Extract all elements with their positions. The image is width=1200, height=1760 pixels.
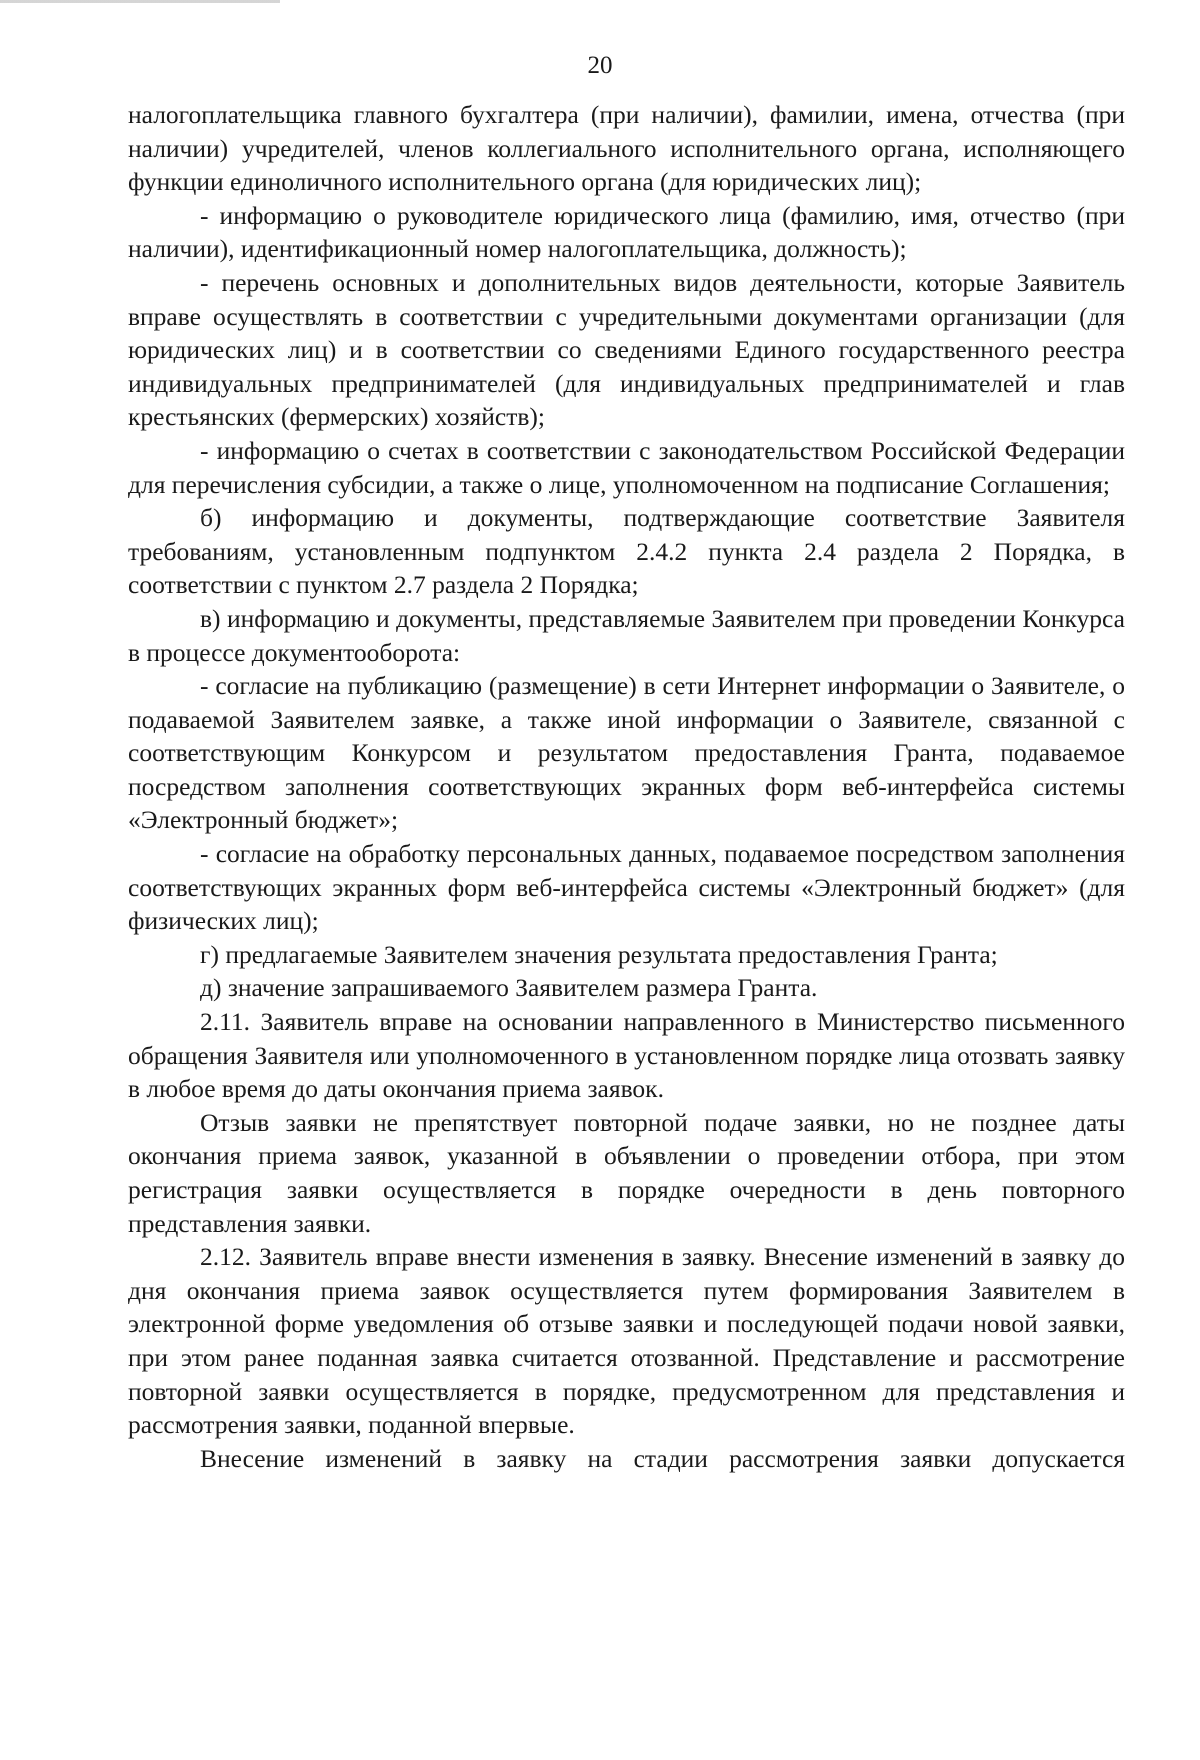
- paragraph-section-2-11: 2.11. Заявитель вправе на основании направленного в Министерство письменного обращения Заявителя или уполномоченного в установленном порядке лица отозвать заявку в любое время до даты окончания приема заявок.: [128, 1007, 1125, 1104]
- paragraph-12: Отзыв заявки не препятствует повторной подаче заявки, но не позднее даты окончания приема заявок, указанной в объявлении о проведении отбора, при этом регистрация заявки осуществляется в порядке очередности в день повторного представления заявки.: [128, 1107, 1125, 1238]
- paragraph-10: д) значение запрашиваемого Заявителем размера Гранта.: [200, 973, 818, 1003]
- page-number: 20: [587, 52, 613, 79]
- paragraph-section-2-12: 2.12. Заявитель вправе внести изменения в заявку. Внесение изменений в заявку до дня окончания приема заявок осуществляется путем формирования Заявителем в электронной форме уведомления об отзыве заявки и последующей подачи новой заявки, при этом ранее поданная заявка считается отозванной. Представление и рассмотрение повторной заявки осуществляется в порядке, предусмотренном для представления и рассмотрения заявки, поданной впервые.: [128, 1242, 1125, 1440]
- paragraph-1: налогоплательщика главного бухгалтера (при наличии), фамилии, имена, отчества (при наличии) учредителей, членов коллегиального исполнительного органа, исполняющего функции единоличного исполнительного органа (для юридических лиц);: [128, 100, 1125, 197]
- paragraph-8: - согласие на обработку персональных данных, подаваемое посредством заполнения соответствующих экранных форм веб-интерфейса системы «Электронный бюджет» (для физических лиц);: [128, 839, 1125, 936]
- paragraph-6: в) информацию и документы, представляемые Заявителем при проведении Конкурса в процессе документооборота:: [128, 603, 1125, 667]
- paragraph-4: - информацию о счетах в соответствии с законодательством Российской Федерации для перечисления субсидии, а также о лице, уполномоченном на подписание Соглашения;: [128, 435, 1125, 499]
- scan-edge: [0, 0, 1200, 3]
- paragraph-7: - согласие на публикацию (размещение) в сети Интернет информации о Заявителе, о подаваемой Заявителем заявке, а также иной информации о Заявителе, связанной с соответствующим Конкурсом и результатом предоставления Гранта, подаваемое посредством заполнения соответствующих экранных форм веб-интерфейса системы «Электронный бюджет»;: [128, 671, 1125, 835]
- paragraph-3: - перечень основных и дополнительных видов деятельности, которые Заявитель вправе осуществлять в соответствии с учредительными документами организации (для юридических лиц) и в соответствии со сведениями Единого государственного реестра индивидуальных предпринимателей (для индивидуальных предпринимателей и глав крестьянских (фермерских) хозяйств);: [128, 267, 1125, 432]
- paragraph-5: б) информацию и документы, подтверждающие соответствие Заявителя требованиям, установленным подпунктом 2.4.2 пункта 2.4 раздела 2 Порядка, в соответствии с пунктом 2.7 раздела 2 Порядка;: [128, 503, 1125, 600]
- document-body: [128, 98, 1125, 1475]
- paragraph-9: г) предлагаемые Заявителем значения результата предоставления Гранта;: [200, 939, 998, 969]
- paragraph-2: - информацию о руководителе юридического лица (фамилию, имя, отчество (при наличии), идентификационный номер налогоплательщика, должность);: [128, 200, 1125, 264]
- paragraph-14: Внесение изменений в заявку на стадии рассмотрения заявки допускается: [200, 1443, 1125, 1473]
